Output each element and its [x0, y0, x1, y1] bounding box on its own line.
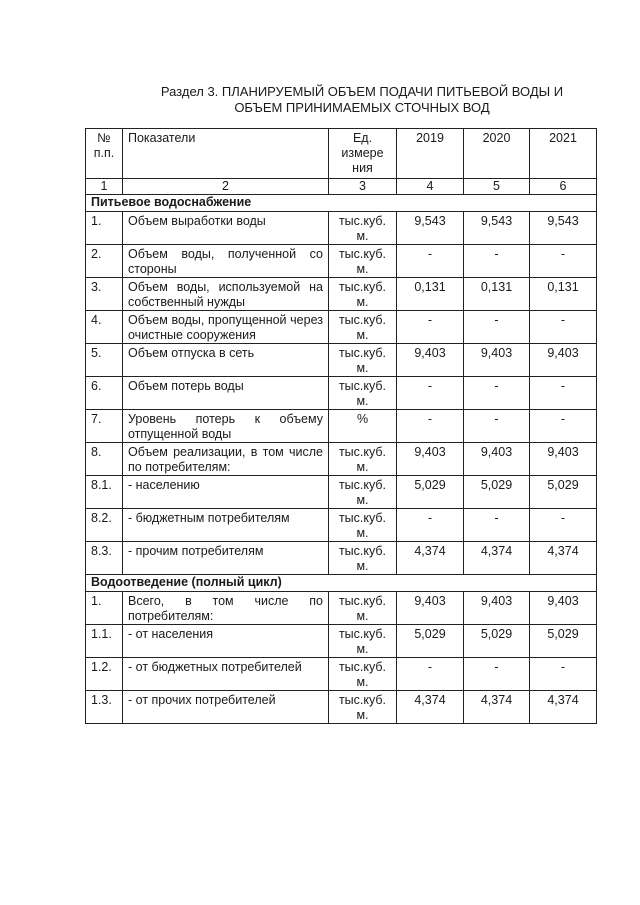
row-unit: тыс.куб. м. — [329, 212, 397, 245]
row-number: 3. — [86, 278, 123, 311]
header-row — [86, 129, 597, 179]
row-unit: тыс.куб. м. — [329, 509, 397, 542]
section-heading-row — [86, 195, 597, 212]
header-num: № п.п. — [86, 129, 123, 179]
row-value-2020: 9,403 — [464, 344, 530, 377]
column-index: 5 — [464, 179, 530, 195]
row-unit: тыс.куб. м. — [329, 625, 397, 658]
column-index: 2 — [123, 179, 329, 195]
row-value-2020: 4,374 — [464, 691, 530, 724]
table-row — [86, 443, 597, 476]
row-value-2020: 9,543 — [464, 212, 530, 245]
column-index: 3 — [329, 179, 397, 195]
section-title: Питьевое водоснабжение — [86, 195, 597, 212]
row-indicator: Всего, в том числе по потребителям: — [123, 592, 329, 625]
row-number: 4. — [86, 311, 123, 344]
table-row — [86, 658, 597, 691]
row-number: 5. — [86, 344, 123, 377]
table-row — [86, 245, 597, 278]
row-number: 7. — [86, 410, 123, 443]
row-value-2021: - — [530, 509, 597, 542]
row-indicator: Объем воды, полученной со стороны — [123, 245, 329, 278]
row-value-2020: - — [464, 509, 530, 542]
row-indicator: Уровень потерь к объему отпущенной воды — [123, 410, 329, 443]
row-value-2019: - — [397, 658, 464, 691]
row-number: 8.1. — [86, 476, 123, 509]
row-unit: тыс.куб. м. — [329, 278, 397, 311]
row-value-2019: - — [397, 245, 464, 278]
row-number: 1.3. — [86, 691, 123, 724]
row-number: 1.2. — [86, 658, 123, 691]
row-indicator: - от населения — [123, 625, 329, 658]
row-value-2020: - — [464, 410, 530, 443]
row-unit: тыс.куб. м. — [329, 344, 397, 377]
row-number: 8.3. — [86, 542, 123, 575]
page-title — [132, 84, 592, 116]
row-value-2020: 9,403 — [464, 592, 530, 625]
row-number: 1. — [86, 212, 123, 245]
title-line-1: Раздел 3. ПЛАНИРУЕМЫЙ ОБЪЕМ ПОДАЧИ ПИТЬЕВОЙ ВОДЫ И — [160, 84, 564, 99]
row-unit: тыс.куб. м. — [329, 311, 397, 344]
row-number: 6. — [86, 377, 123, 410]
table-row — [86, 509, 597, 542]
row-value-2021: - — [530, 658, 597, 691]
table-row — [86, 625, 597, 658]
row-value-2019: - — [397, 410, 464, 443]
row-value-2021: 9,403 — [530, 443, 597, 476]
table-row — [86, 410, 597, 443]
row-value-2019: 9,543 — [397, 212, 464, 245]
table-row — [86, 476, 597, 509]
column-index: 6 — [530, 179, 597, 195]
row-number: 1. — [86, 592, 123, 625]
table-row — [86, 691, 597, 724]
row-value-2019: 4,374 — [397, 542, 464, 575]
data-table — [85, 128, 597, 724]
row-indicator: - бюджетным потребителям — [123, 509, 329, 542]
row-indicator: Объем реализации, в том числе по потребителям: — [123, 443, 329, 476]
row-value-2019: 0,131 — [397, 278, 464, 311]
table-row — [86, 278, 597, 311]
row-value-2020: - — [464, 245, 530, 278]
row-value-2021: 4,374 — [530, 691, 597, 724]
row-indicator: - от бюджетных потребителей — [123, 658, 329, 691]
row-value-2021: - — [530, 311, 597, 344]
row-value-2021: 5,029 — [530, 476, 597, 509]
row-value-2021: 5,029 — [530, 625, 597, 658]
row-value-2019: - — [397, 377, 464, 410]
row-value-2020: - — [464, 311, 530, 344]
row-value-2021: 9,403 — [530, 592, 597, 625]
row-value-2019: - — [397, 311, 464, 344]
section-title: Водоотведение (полный цикл) — [86, 575, 597, 592]
row-value-2019: 4,374 — [397, 691, 464, 724]
row-indicator: Объем воды, используемой на собственный нужды — [123, 278, 329, 311]
row-unit: тыс.куб. м. — [329, 245, 397, 278]
row-value-2020: 0,131 — [464, 278, 530, 311]
row-value-2021: 9,403 — [530, 344, 597, 377]
row-number: 1.1. — [86, 625, 123, 658]
row-unit: тыс.куб. м. — [329, 691, 397, 724]
row-indicator: - населению — [123, 476, 329, 509]
row-value-2021: 0,131 — [530, 278, 597, 311]
row-value-2021: 9,543 — [530, 212, 597, 245]
row-unit: % — [329, 410, 397, 443]
row-number: 8. — [86, 443, 123, 476]
row-indicator: Объем воды, пропущенной через очистные сооружения — [123, 311, 329, 344]
header-unit: Ед. измере ния — [329, 129, 397, 179]
table-row — [86, 542, 597, 575]
row-unit: тыс.куб. м. — [329, 443, 397, 476]
table-row — [86, 212, 597, 245]
row-value-2019: 5,029 — [397, 476, 464, 509]
row-value-2020: - — [464, 377, 530, 410]
row-value-2020: 9,403 — [464, 443, 530, 476]
section-heading-row — [86, 575, 597, 592]
row-unit: тыс.куб. м. — [329, 658, 397, 691]
header-indicator: Показатели — [123, 129, 329, 179]
column-index-row — [86, 179, 597, 195]
row-value-2020: 5,029 — [464, 625, 530, 658]
row-value-2019: - — [397, 509, 464, 542]
header-year-2019: 2019 — [397, 129, 464, 179]
row-number: 8.2. — [86, 509, 123, 542]
row-number: 2. — [86, 245, 123, 278]
row-value-2020: 5,029 — [464, 476, 530, 509]
column-index: 4 — [397, 179, 464, 195]
row-value-2021: 4,374 — [530, 542, 597, 575]
row-value-2020: - — [464, 658, 530, 691]
row-value-2020: 4,374 — [464, 542, 530, 575]
row-indicator: Объем потерь воды — [123, 377, 329, 410]
table-row — [86, 311, 597, 344]
row-value-2021: - — [530, 410, 597, 443]
header-year-2021: 2021 — [530, 129, 597, 179]
row-value-2019: 5,029 — [397, 625, 464, 658]
row-value-2019: 9,403 — [397, 344, 464, 377]
row-unit: тыс.куб. м. — [329, 377, 397, 410]
header-year-2020: 2020 — [464, 129, 530, 179]
row-unit: тыс.куб. м. — [329, 592, 397, 625]
table-row — [86, 592, 597, 625]
table-row — [86, 344, 597, 377]
row-value-2019: 9,403 — [397, 443, 464, 476]
row-indicator: Объем отпуска в сеть — [123, 344, 329, 377]
row-unit: тыс.куб. м. — [329, 476, 397, 509]
title-line-2: ОБЪЕМ ПРИНИМАЕМЫХ СТОЧНЫХ ВОД — [234, 100, 490, 115]
row-indicator: - прочим потребителям — [123, 542, 329, 575]
column-index: 1 — [86, 179, 123, 195]
row-value-2021: - — [530, 377, 597, 410]
row-value-2019: 9,403 — [397, 592, 464, 625]
row-unit: тыс.куб. м. — [329, 542, 397, 575]
row-indicator: - от прочих потребителей — [123, 691, 329, 724]
row-value-2021: - — [530, 245, 597, 278]
row-indicator: Объем выработки воды — [123, 212, 329, 245]
table-row — [86, 377, 597, 410]
